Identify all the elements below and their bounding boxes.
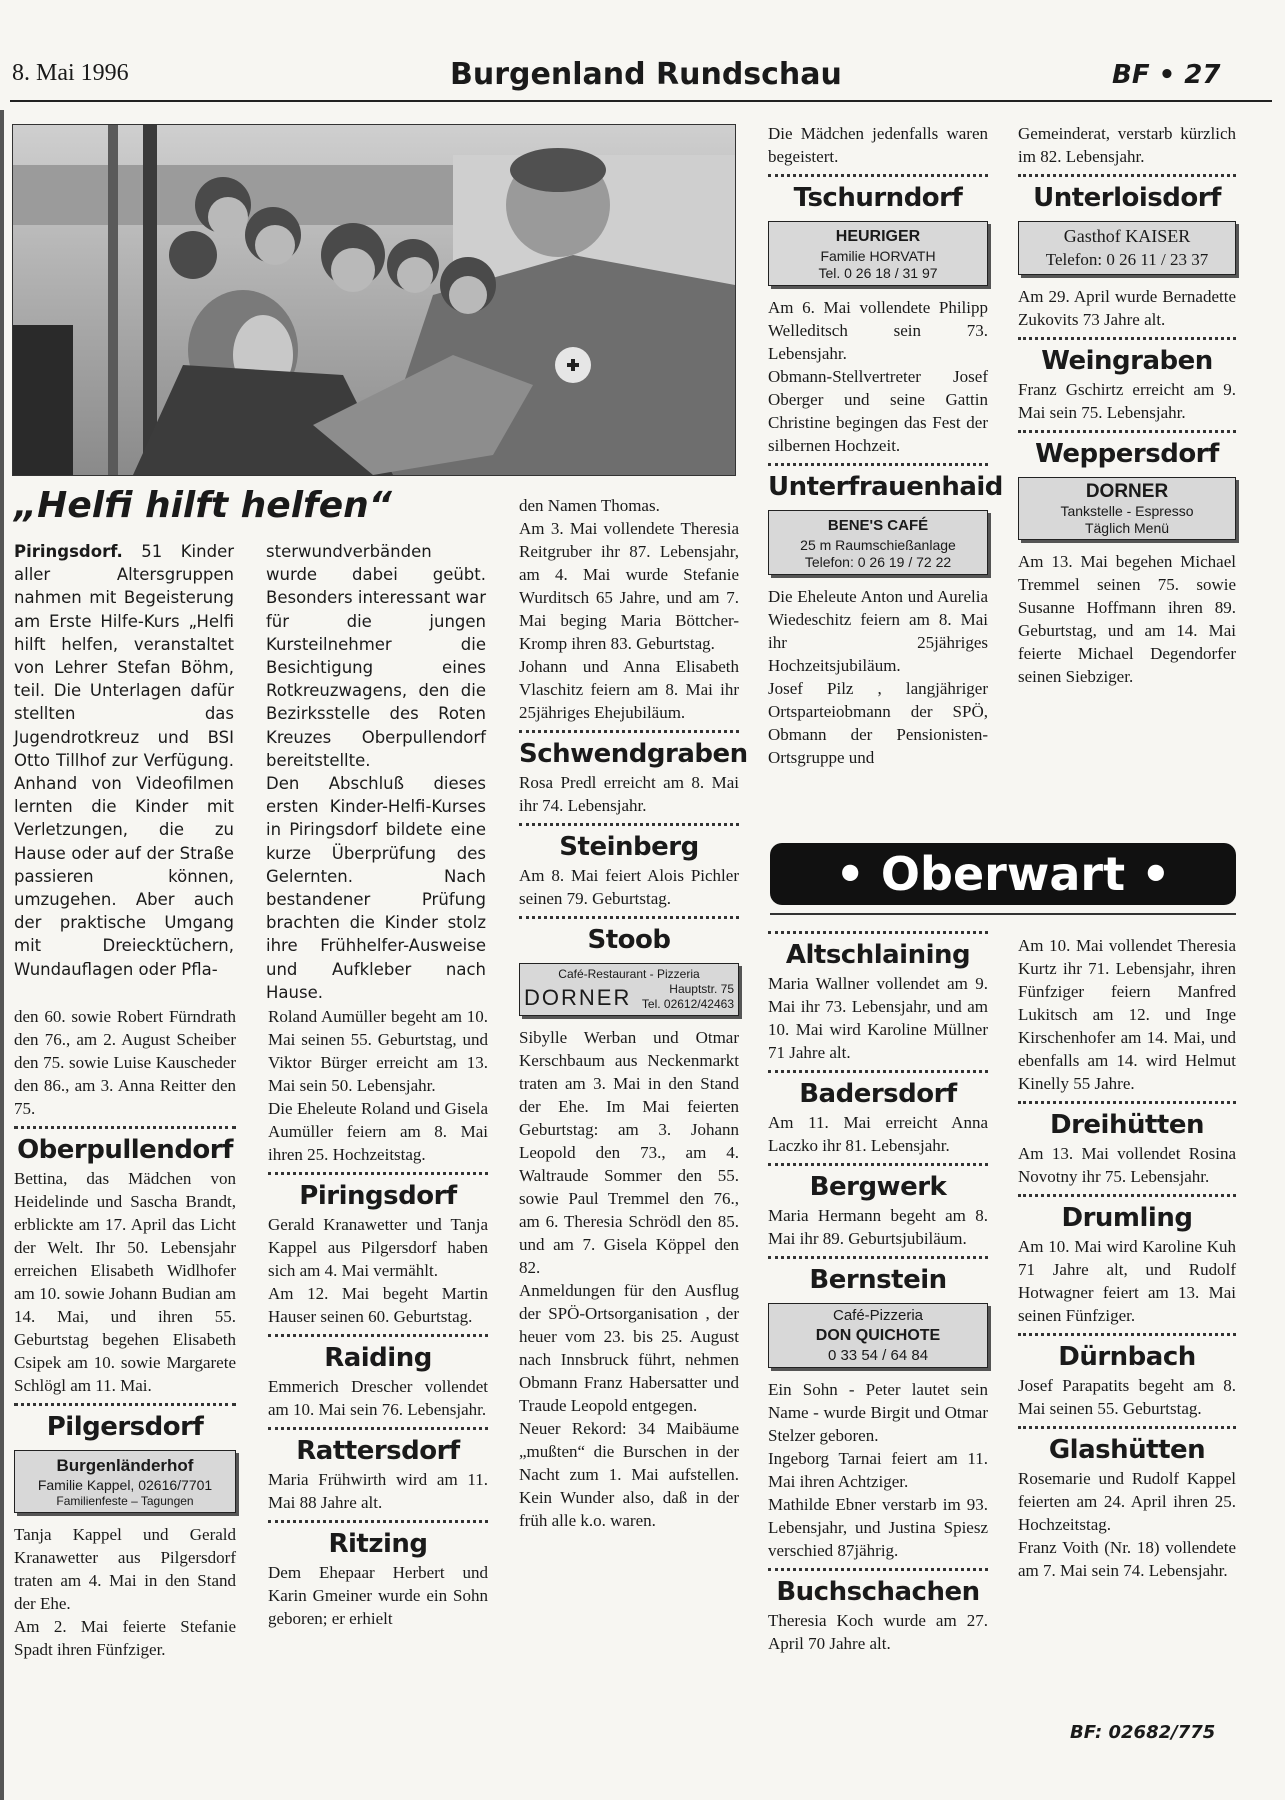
paragraph: Am 8. Mai feiert Alois Pichler seinen 79. Geburtstag. xyxy=(519,866,739,908)
header-rule xyxy=(10,100,1272,102)
paragraph: Am 2. Mai feierte Stefanie Spadt ihren Fünfziger. xyxy=(14,1617,236,1659)
ad-title: BENE'S CAFÉ xyxy=(827,517,929,534)
heading-altschlaining: Altschlaining xyxy=(785,940,971,970)
oberwart-column-2 xyxy=(1018,934,1236,1582)
newspaper-title: Burgenland Rundschau xyxy=(450,57,842,92)
ad-dorner-tankstelle xyxy=(1018,477,1236,540)
ad-title: Burgenländerhof xyxy=(56,1456,194,1475)
paragraph: Bettina, das Mädchen von Heidelinde und Sascha Brandt, erblickte am 17. April das Licht der Welt. Ihr 50. Lebensjahr erreichen Elisabeth Widlhofer am 10. sowie Johann Budian am 14. Mai, und ihren 55. Geburtstag begehen Elisabeth Csipek am 10. sowie Margarete Schlögl am 11. Mai. xyxy=(14,1169,236,1395)
column-5 xyxy=(1018,122,1236,688)
heading-weingraben: Weingraben xyxy=(1041,346,1213,376)
heading-dreihuetten: Dreihütten xyxy=(1050,1110,1204,1140)
heading-piringsdorf: Piringsdorf xyxy=(299,1181,457,1211)
ad-title: HEURIGER xyxy=(835,228,921,245)
heading-weppersdorf: Weppersdorf xyxy=(1035,439,1219,469)
ad-burgenlaenderhof xyxy=(14,1450,236,1513)
ad-benes-cafe xyxy=(768,510,988,575)
column-1-lower xyxy=(14,1005,236,1661)
paragraph: Theresia Koch wurde am 27. April 70 Jahre alt. xyxy=(768,1611,988,1653)
heading-oberpullendorf: Oberpullendorf xyxy=(17,1135,233,1165)
paragraph: Josef Pilz , langjähriger Ortsparteiobmann der SPÖ, Obmann der Pensionisten-Ortsgruppe und xyxy=(768,679,988,767)
paragraph: Gerald Kranawetter und Tanja Kappel aus Pilgersdorf haben sich am 4. Mai vermählt. xyxy=(268,1215,488,1280)
heading-duernbach: Dürnbach xyxy=(1058,1342,1196,1372)
article-column-2 xyxy=(266,540,486,1004)
paragraph: Ingeborg Tarnai feiert am 11. Mai ihren Achtziger. xyxy=(768,1449,988,1491)
paragraph: Neuer Rekord: 34 Maibäume „mußten“ die Burschen in der Nacht zum 1. Mai aufstellen. Kein Wunder also, daß in der früh alle k.o. waren. xyxy=(519,1419,739,1530)
heading-buchschachen: Buchschachen xyxy=(776,1577,980,1607)
dotted-divider xyxy=(768,1163,988,1166)
ad-line: Tankstelle - Espresso xyxy=(1060,503,1194,519)
dotted-divider xyxy=(1018,1194,1236,1197)
ad-line: 0 33 54 / 64 84 xyxy=(827,1347,929,1364)
article-text-1: 51 Kinder aller Altersgruppen nahmen mit Begeisterung am Erste Hilfe-Kurs „Helfi hilft helfen, veranstaltet von Lehrer Stefan Böhm, teil. Die Unterlagen dafür stellten das Jugendrotkreuz und BSI Otto Tillhof zur Verfügung. Anhand von Videofilmen lernten die Kinder mit Verletzungen, die zu Hause oder auf der Straße passieren können, umzugehen. Aber auch der praktische Umgang mit Dreiecktüchern, Wundauflagen oder Pfla- xyxy=(14,542,235,979)
paragraph: Josef Parapatits begeht am 8. Mai seinen 55. Geburtstag. xyxy=(1018,1376,1236,1418)
paragraph: Maria Wallner vollendet am 9. Mai ihr 73. Lebensjahr, und am 10. Mai wird Karoline Müllner 71 Jahre alt. xyxy=(768,974,988,1062)
heading-bergwerk: Bergwerk xyxy=(809,1172,947,1202)
paragraph: Rosemarie und Rudolf Kappel feierten am 24. April ihren 25. Hochzeitstag. xyxy=(1018,1469,1236,1534)
dotted-divider xyxy=(768,1070,988,1073)
heading-drumling: Drumling xyxy=(1061,1203,1193,1233)
paragraph: Am 13. Mai vollendet Rosina Novotny ihr 75. Lebensjahr. xyxy=(1018,1144,1236,1186)
paragraph: Am 10. Mai vollendet Theresia Kurtz ihr 71. Lebensjahr, ihren Fünfziger feiern Manfred Lukitsch am 12. und Inge Kirschenhofer am 14. Mai, und ebenfalls am 14. wird Helmut Kinelly 55 Jahre. xyxy=(1018,936,1236,1093)
paragraph: Obmann-Stellvertreter Josef Oberger und seine Gattin Christine begingen das Fest der silbernen Hochzeit. xyxy=(768,367,988,455)
dotted-divider xyxy=(1018,1101,1236,1104)
paragraph: Die Mädchen jedenfalls waren begeistert. xyxy=(768,124,988,166)
paragraph: Maria Frühwirth wird am 11. Mai 88 Jahre alt. xyxy=(268,1470,488,1512)
dotted-divider xyxy=(519,730,739,733)
ad-line: Tel. 02612/42463 xyxy=(641,997,734,1011)
ad-line: Telefon: 0 26 19 / 72 22 xyxy=(804,554,952,570)
ad-line: Familienfeste – Tagungen xyxy=(56,1494,194,1508)
dotted-divider xyxy=(768,1568,988,1571)
paragraph: Maria Hermann begeht am 8. Mai ihr 89. Geburtsjubiläum. xyxy=(768,1206,988,1248)
heading-glashuetten: Glashütten xyxy=(1048,1435,1206,1465)
ad-line: 25 m Raumschießanlage xyxy=(800,537,956,553)
paragraph: Am 12. Mai begeht Martin Hauser seinen 60. Geburtstag. xyxy=(268,1284,488,1326)
dotted-divider xyxy=(268,1172,488,1175)
ad-line: Café-Pizzeria xyxy=(832,1307,924,1324)
ad-line: Café-Restaurant - Pizzeria xyxy=(558,967,700,981)
paragraph: Johann und Anna Elisabeth Vlaschitz feiern am 8. Mai ihr 25jähriges Ehejubiläum. xyxy=(519,657,739,722)
paragraph: Franz Voith (Nr. 18) vollendete am 7. Mai sein 74. Lebensjahr. xyxy=(1018,1538,1236,1580)
dotted-divider xyxy=(14,1126,236,1129)
ad-gasthof-kaiser xyxy=(1018,221,1236,275)
paragraph: Am 29. April wurde Bernadette Zukovits 73 Jahre alt. xyxy=(1018,287,1236,329)
dotted-divider xyxy=(1018,1333,1236,1336)
article-text-2: sterwundverbänden wurde dabei geübt. Besonders interessant war für die jungen Kursteilnehmer die Besichtigung eines Rotkreuzwagens, den die Bezirksstelle des Roten Kreuzes Oberpullendorf bereitstellte. xyxy=(266,542,486,770)
issue-date: 8. Mai 1996 xyxy=(12,60,129,86)
ad-line: Hauptstr. 75 xyxy=(669,982,734,996)
paragraph: Franz Gschirtz erreicht am 9. Mai sein 75. Lebensjahr. xyxy=(1018,380,1236,422)
dotted-divider xyxy=(768,174,988,177)
dotted-divider xyxy=(268,1427,488,1430)
paragraph: Die Eheleute Anton und Aurelia Wiedeschitz feiern am 8. Mai ihr 25jähriges Hochzeitsjubiläum. xyxy=(768,587,988,675)
article-text-3: Den Abschluß dieses ersten Kinder-Helfi-Kurses in Piringsdorf bildete eine kurze Überprüfung des Gelernten. Nach bestandener Prüfung brachten die Kinder stolz ihre Frühhelfer-Ausweise und Aufkleber nach Hause. xyxy=(266,774,486,1002)
dotted-divider xyxy=(519,916,739,919)
ad-title: DORNER xyxy=(524,984,632,1010)
dotted-divider xyxy=(519,823,739,826)
section-banner-oberwart: • Oberwart • xyxy=(770,843,1236,905)
paragraph: Rosa Predl erreicht am 8. Mai ihr 74. Lebensjahr. xyxy=(519,773,739,815)
heading-rattersdorf: Rattersdorf xyxy=(296,1436,460,1466)
ad-dorner-pizzeria xyxy=(519,963,739,1016)
ad-line: Familie HORVATH xyxy=(820,248,936,264)
paragraph: Emmerich Drescher vollendet am 10. Mai sein 76. Lebensjahr. xyxy=(268,1377,488,1419)
heading-raiding: Raiding xyxy=(324,1343,432,1373)
paragraph: Dem Ehepaar Herbert und Karin Gmeiner wurde ein Sohn geboren; er erhielt xyxy=(268,1563,488,1628)
ad-line: Telefon: 0 26 11 / 23 37 xyxy=(1045,250,1209,269)
dotted-divider xyxy=(14,1403,236,1406)
dotted-divider xyxy=(1018,1426,1236,1429)
oberwart-column-1 xyxy=(768,925,988,1655)
heading-bernstein: Bernstein xyxy=(809,1265,947,1295)
paragraph: Am 13. Mai begehen Michael Tremmel seinen 75. sowie Susanne Hoffmann ihren 89. Geburtstag, und am 14. Mai feierte Michael Degendorfer seinen Siebziger. xyxy=(1018,552,1236,686)
article-photo xyxy=(12,124,736,476)
column-3 xyxy=(519,494,748,1532)
dotted-divider xyxy=(1018,430,1236,433)
paragraph: den Namen Thomas. xyxy=(519,496,660,515)
paragraph: den 60. sowie Robert Fürndrath den 76., am 2. August Scheiber den 75. sowie Luise Kauscheder den 86., am 3. Anna Reitter den 75. xyxy=(14,1007,236,1118)
ad-title: Gasthof KAISER xyxy=(1063,226,1191,246)
paragraph: Roland Aumüller begeht am 10. Mai seinen 55. Geburtstag, und Viktor Bürger erreicht am 13. Mai sein 50. Lebensjahr. xyxy=(268,1007,488,1095)
heading-unterloisdorf: Unterloisdorf xyxy=(1033,183,1221,213)
column-2-lower xyxy=(268,1005,488,1630)
dotted-divider xyxy=(1018,337,1236,340)
dotted-divider xyxy=(1018,174,1236,177)
heading-schwendgraben: Schwendgraben xyxy=(519,739,748,769)
heading-steinberg: Steinberg xyxy=(559,832,699,862)
dotted-divider xyxy=(768,931,988,934)
ad-line: Täglich Menü xyxy=(1084,520,1170,536)
paragraph: Am 10. Mai wird Karoline Kuh 71 Jahre alt, und Rudolf Hotwagner feiert am 13. Mai seinen Fünfziger. xyxy=(1018,1237,1236,1325)
heading-tschurndorf: Tschurndorf xyxy=(793,183,963,213)
section-rule xyxy=(770,913,1236,915)
ad-line: Tel. 0 26 18 / 31 97 xyxy=(818,265,938,281)
paragraph: Die Eheleute Roland und Gisela Aumüller feiern am 8. Mai ihren 25. Hochzeitstag. xyxy=(268,1099,488,1164)
heading-unterfrauenhaid: Unterfrauenhaid xyxy=(768,472,1003,502)
paragraph: Tanja Kappel und Gerald Kranawetter aus Pilgersdorf traten am 4. Mai in den Stand der Ehe. xyxy=(14,1525,236,1613)
paragraph: Gemeinderat, verstarb kürzlich im 82. Lebensjahr. xyxy=(1018,124,1236,166)
paragraph: Am 6. Mai vollendete Philipp Welleditsch sein 73. Lebensjahr. xyxy=(768,298,988,363)
heading-badersdorf: Badersdorf xyxy=(799,1079,957,1109)
heading-pilgersdorf: Pilgersdorf xyxy=(46,1412,204,1442)
ad-line: Familie Kappel, 02616/7701 xyxy=(37,1477,213,1493)
paragraph: Am 11. Mai erreicht Anna Laczko ihr 81. Lebensjahr. xyxy=(768,1113,988,1155)
paragraph: Anmeldungen für den Ausflug der SPÖ-Ortsorganisation , der heuer vom 23. bis 25. August nach Innsbruck führt, nehmen Obmann Franz Habersatter und Traude Leopold entgegen. xyxy=(519,1281,739,1415)
ad-title: DON QUICHOTE xyxy=(815,1327,941,1344)
paragraph: Am 3. Mai vollendete Theresia Reitgruber ihr 87. Lebensjahr, am 4. Mai wurde Stefanie Wurditsch 65 Jahre, und am 7. Mai beging Maria Böttcher-Kromp ihren 83. Geburtstag. xyxy=(519,519,739,653)
paragraph: Sibylle Werban und Otmar Kerschbaum aus Neckenmarkt traten am 3. Mai in den Stand der Ehe. Im Mai feierten Geburtstag: am 3. Johann Leopold den 73., am 4. Waltraude Sommer den 55. sowie Paul Tremmel den 76., am 6. Theresia Schrödl den 85. und am 7. Gisela Köppel den 82. xyxy=(519,1028,739,1277)
footer-phone: BF: 02682/775 xyxy=(1070,1722,1216,1743)
ad-don-quichote xyxy=(768,1303,988,1368)
page-number: BF • 27 xyxy=(1112,60,1221,90)
column-4 xyxy=(768,122,1003,769)
dotted-divider xyxy=(768,1256,988,1259)
dotted-divider xyxy=(268,1334,488,1337)
article-dateline: Piringsdorf. xyxy=(14,542,123,561)
heading-ritzing: Ritzing xyxy=(328,1529,428,1559)
paragraph: Mathilde Ebner verstarb im 93. Lebensjahr, und Justina Spiesz verschied 87jährig. xyxy=(768,1495,988,1560)
dotted-divider xyxy=(768,463,988,466)
ad-heuriger-horvath xyxy=(768,221,988,286)
paragraph: Ein Sohn - Peter lautet sein Name - wurde Birgit und Otmar Stelzer geboren. xyxy=(768,1380,988,1445)
article-column-1 xyxy=(14,540,234,981)
article-headline: „Helfi hilft helfen“ xyxy=(14,485,392,526)
ad-title: DORNER xyxy=(1085,481,1169,502)
dotted-divider xyxy=(268,1520,488,1523)
heading-stoob: Stoob xyxy=(587,925,671,955)
left-edge-bar xyxy=(0,110,4,1800)
